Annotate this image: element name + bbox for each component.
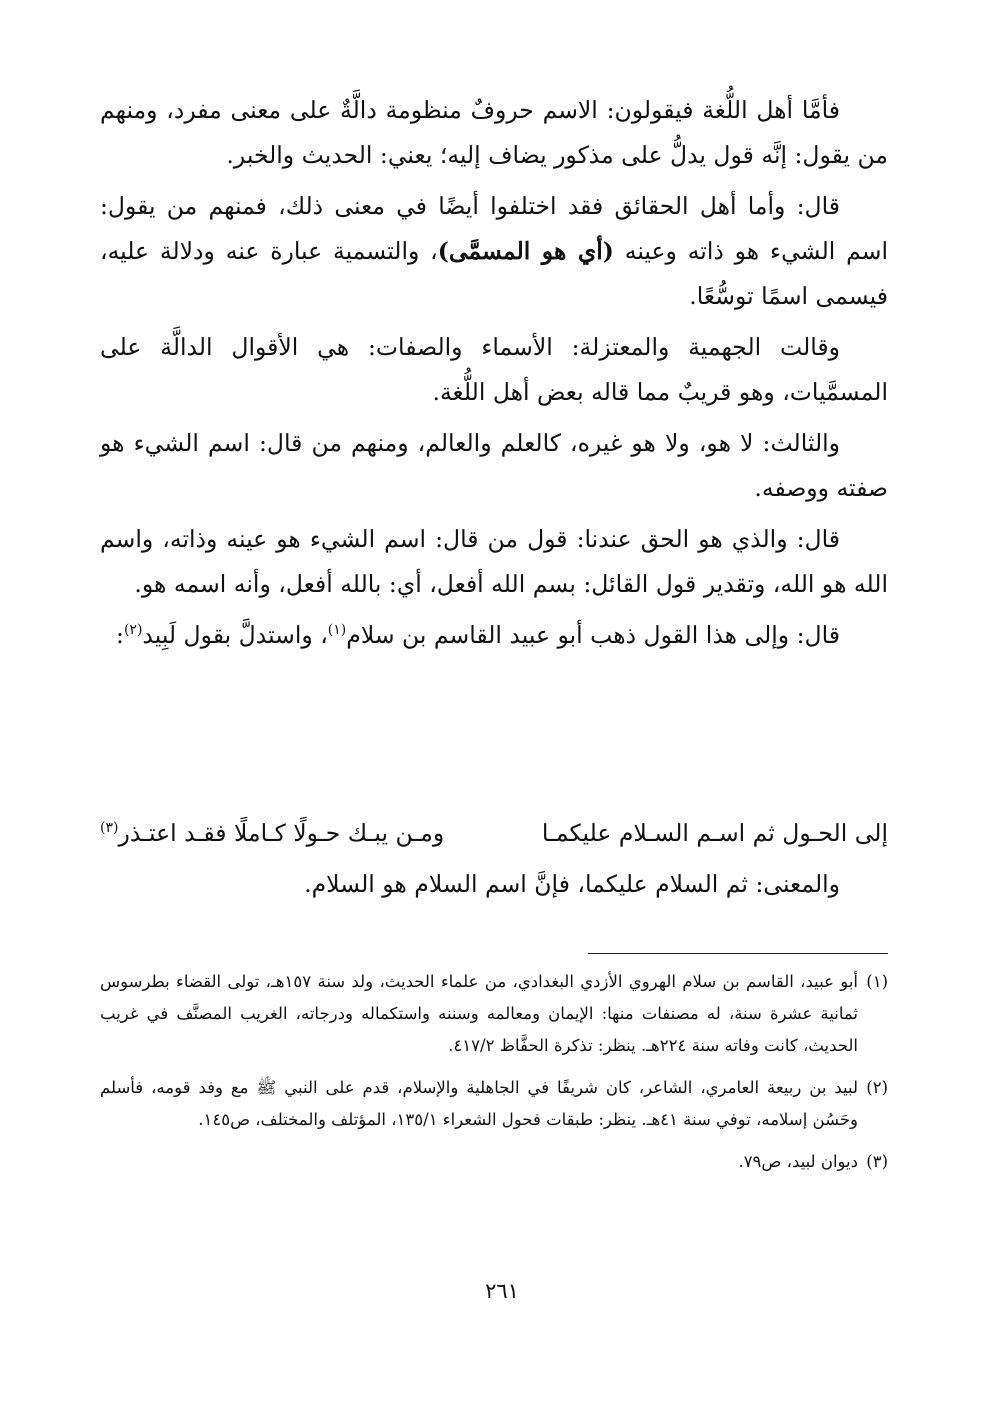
footnote-2-text: لبيد بن ربيعة العامري، الشاعر، كان شريفًا في الجاهلية والإسلام، قدم على النبي ﷺ مع وفد قومه، فأسلم وحَسُن إسلامه، توفي سنة ٤١هـ. ينظر: طبقات فحول الشعراء ١٣٥/١، المؤتلف والمختلف، ص١٤٥. bbox=[100, 1078, 858, 1129]
footnote-ref-3[interactable]: (٣) bbox=[100, 820, 119, 837]
paragraph-2 bbox=[100, 184, 888, 319]
verse-first-hemistich: إلى الحـول ثم اسـم السـلام عليكمـا bbox=[541, 819, 888, 847]
paragraph-1 bbox=[100, 88, 888, 178]
footnote-2 bbox=[100, 1072, 888, 1136]
paragraph-5-text: قال: والذي هو الحق عندنا: قول من قال: اسم الشيء هو عينه وذاته، واسم الله هو الله، وتقدير قول القائل: بسم الله أفعل، أي: بالله أفعل، وأنه اسمه هو. bbox=[100, 525, 888, 598]
paragraph-3 bbox=[100, 325, 888, 415]
paragraph-6-text-2: ، واستدلَّ بقول لَبِيد bbox=[142, 621, 328, 649]
paragraph-2-text-before: قال: وأما أهل الحقائق فقد اختلفوا أيضًا في معنى ذلك، فمنهم من يقول: اسم الشيء هو ذاته وعينه bbox=[100, 192, 888, 265]
page-number: ٢٦١ bbox=[485, 1279, 519, 1303]
verse-explanation: والمعنى: ثم السلام عليكما، فإنَّ اسم السلام هو السلام. bbox=[304, 870, 840, 898]
footnote-1-number: (١) bbox=[866, 972, 888, 991]
paragraph-6-text-3: : bbox=[116, 621, 124, 649]
paragraph-2-text-after: ، والتسمية عبارة عنه ودلالة عليه، فيسمى اسمًا توسُّعًا. bbox=[100, 237, 888, 310]
paragraph-4 bbox=[100, 421, 888, 511]
footnote-3-text: ديوان لبيد، ص٧٩. bbox=[738, 1152, 858, 1171]
paragraph-5 bbox=[100, 517, 888, 607]
footnote-3-number: (٣) bbox=[866, 1152, 888, 1171]
paragraph-3-text: وقالت الجهمية والمعتزلة: الأسماء والصفات: هي الأقوال الدالَّة على المسمَّيات، وهو قريبٌ مما قاله بعض أهل اللُّغة. bbox=[100, 333, 888, 406]
paragraph-1-text: فأمَّا أهل اللُّغة فيقولون: الاسم حروفٌ منظومة دالَّةٌ على معنى مفرد، ومنهم من يقول: إنَّه قول يدلُّ على مذكور يضاف إليه؛ يعني: الحديث والخبر. bbox=[100, 96, 888, 169]
footnote-ref-2[interactable]: (٢) bbox=[123, 622, 143, 639]
main-text bbox=[100, 88, 888, 664]
verse-second-hemistich: ومـن يبـك حـولًا كـاملًا فقـد اعتـذر bbox=[118, 819, 445, 847]
footnotes-section bbox=[100, 966, 888, 1188]
footnote-1 bbox=[100, 966, 888, 1062]
footnote-separator bbox=[588, 953, 888, 954]
paragraph-2-bold-phrase: (أي هو المسمَّى) bbox=[437, 237, 614, 265]
footnote-ref-1[interactable]: (١) bbox=[327, 622, 347, 639]
footnote-2-number: (٢) bbox=[866, 1078, 888, 1097]
paragraph-4-text: والثالث: لا هو، ولا هو غيره، كالعلم والعالم، ومنهم من قال: اسم الشيء هو صفته ووصفه. bbox=[100, 429, 888, 502]
footnote-3 bbox=[100, 1146, 888, 1178]
paragraph-6-text-1: قال: وإلى هذا القول ذهب أبو عبيد القاسم بن سلام bbox=[346, 621, 840, 649]
footnote-1-text: أبو عبيد، القاسم بن سلام الهروي الأزدي البغدادي، من علماء الحديث، ولد سنة ١٥٧هـ، تولى القضاء بطرسوس ثمانية عشرة سنة، له مصنفات منها: الإيمان ومعالمه وسننه واستكماله ودرجاته، الغريب المصنَّف في غريب الحديث، كانت وفاته سنة ٢٢٤هـ. ينظر: تذكرة الحفَّاظ ٤١٧/٢. bbox=[100, 972, 858, 1055]
verse-second-hemistich-wrap bbox=[100, 810, 444, 856]
paragraph-6 bbox=[100, 613, 888, 658]
poetry-verse bbox=[100, 810, 888, 856]
